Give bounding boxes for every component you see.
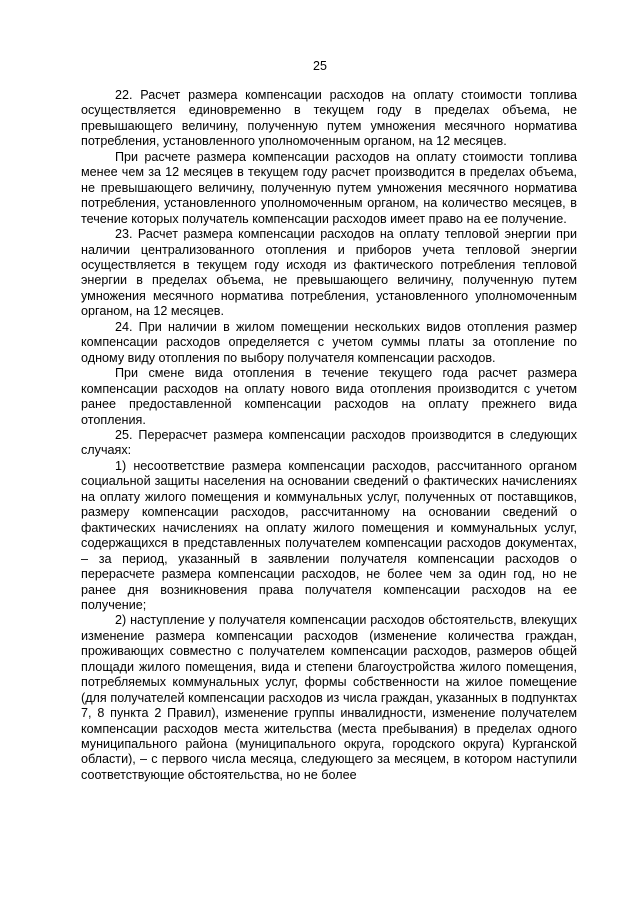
paragraph-23: 23. Расчет размера компенсации расходов на оплату тепловой энергии при наличии централизованного отопления и приборов учета тепловой энергии осуществляется в текущем году исходя из фактического потребления тепловой энергии в пределах объема, не превышающего величину, полученную путем умножения месячного норматива потребления, установленного уполномоченным органом, на 12 месяцев. xyxy=(81,227,577,319)
paragraph-22: 22. Расчет размера компенсации расходов на оплату стоимости топлива осуществляется единовременно в текущем году в пределах объема, не превышающего величину, полученную путем умножения месячного норматива потребления, установленного уполномоченным органом, на 12 месяцев. xyxy=(81,88,577,149)
paragraph-24: 24. При наличии в жилом помещении нескольких видов отопления размер компенсации расходов определяется с учетом суммы платы за отопление по одному виду отопления по выбору получателя компенсации расходов. xyxy=(81,319,577,365)
paragraph-25-item-1: 1) несоответствие размера компенсации расходов, рассчитанного органом социальной защиты населения на основании сведений о фактических начислениях на оплату жилого помещения и коммунальных услуг, полученных от поставщиков, размеру компенсации расходов, рассчитанному на основании сведений о фактических начислениях на оплату жилого помещения и коммунальных услуг, содержащихся в представленных получателем компенсации расходов документах, – за период, указанный в заявлении получателя компенсации расходов о перерасчете размера компенсации расходов, не более чем за один год, но не ранее дня возникновения права получателя компенсации расходов на ее получение; xyxy=(81,458,577,612)
page-number: 25 xyxy=(313,59,327,73)
paragraph-25-item-2: 2) наступление у получателя компенсации расходов обстоятельств, влекущих изменение размера компенсации расходов (изменение количества граждан, проживающих совместно с получателем компенсации расходов, размеров общей площади жилого помещения, вида и степени благоустройства жилого помещения, потребляемых коммунальных услуг, формы собственности на жилое помещение (для получателей компенсации расходов из числа граждан, указанных в подпунктах 7, 8 пункта 2 Правил), изменение группы инвалидности, изменение получателем компенсации расходов места жительства (места пребывания) в пределах одного муниципального района (муниципального округа, городского округа) Курганской области), – с первого числа месяца, следующего за месяцем, в котором наступили соответствующие обстоятельства, но не более xyxy=(81,613,577,782)
paragraph-25: 25. Перерасчет размера компенсации расходов производится в следующих случаях: xyxy=(81,427,577,458)
paragraph-22-fuel-partial-year: При расчете размера компенсации расходов на оплату стоимости топлива менее чем за 12 месяцев в текущем году расчет производится в пределах объема, не превышающего величину, полученную путем умножения месячного норматива потребления, установленного уполномоченным органом, на количество месяцев, в течение которых получатель компенсации расходов имеет право на ее получение. xyxy=(81,149,577,226)
document-body xyxy=(81,88,577,783)
paragraph-24-heating-change: При смене вида отопления в течение текущего года расчет размера компенсации расходов на оплату нового вида отопления производится с учетом ранее предоставленной компенсации расходов на оплату прежнего вида отопления. xyxy=(81,366,577,427)
